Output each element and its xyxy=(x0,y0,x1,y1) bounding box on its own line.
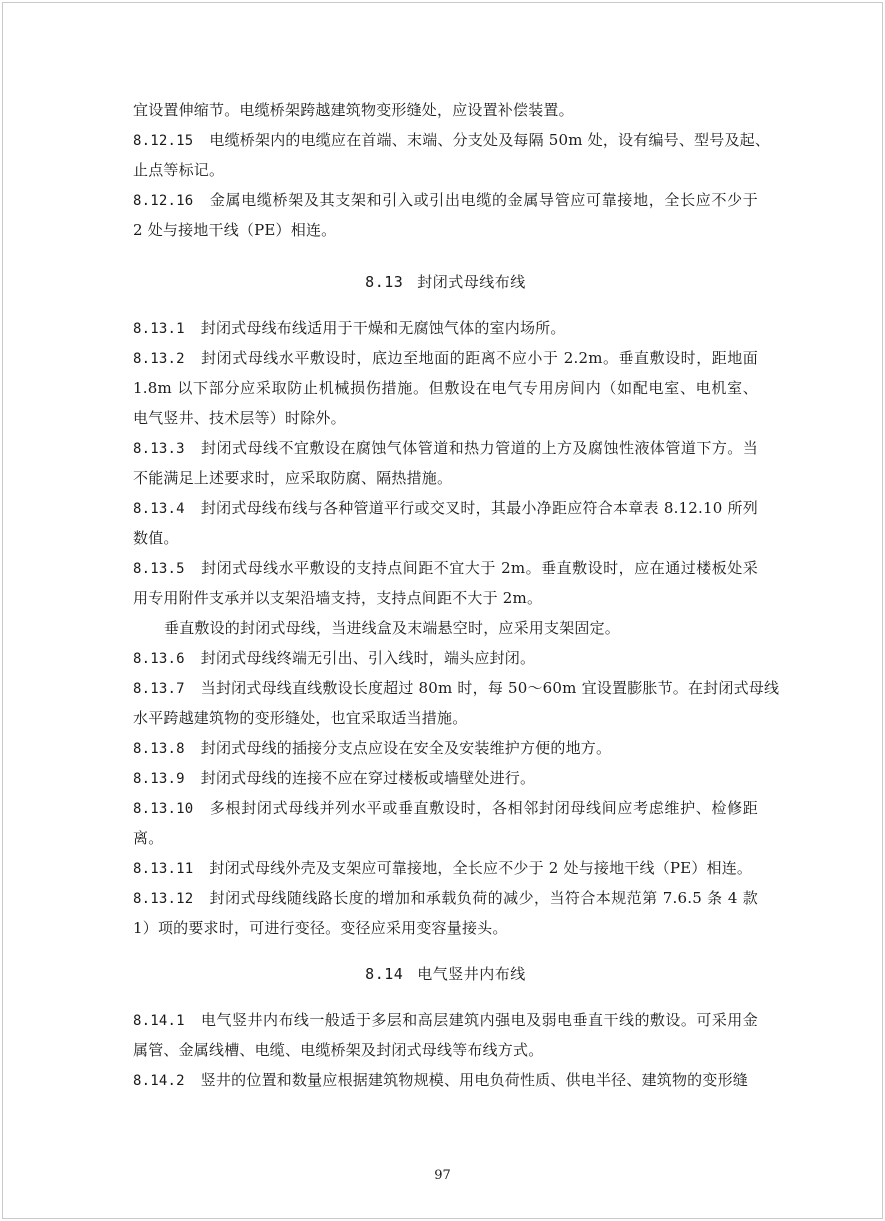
clause-text: 封闭式母线水平敷设的支持点间距不宜大于 2m。垂直敷设时，应在通过楼板处采 xyxy=(200,559,758,577)
clause-text: 封闭式母线布线与各种管道平行或交叉时，其最小净距应符合本章表 8.12.10 所列 xyxy=(200,499,758,517)
clause-text: 封闭式母线的插接分支点应设在安全及安装维护方便的地方。 xyxy=(200,739,612,757)
paragraph-line xyxy=(133,588,758,609)
clause-text: 竖井的位置和数量应根据建筑物规模、用电负荷性质、供电半径、建筑物的变形缝 xyxy=(200,1071,748,1089)
clause-text: 离。 xyxy=(133,829,164,847)
page-content xyxy=(133,100,780,1100)
clause-text: 止点等标记。 xyxy=(133,161,225,179)
heading-number: 8.14 xyxy=(365,965,404,983)
clause-number: 8.13.3 xyxy=(133,441,185,457)
paragraph-line xyxy=(133,858,758,879)
clause-text: 宜设置伸缩节。电缆桥架跨越建筑物变形缝处，应设置补偿装置。 xyxy=(133,101,574,119)
clause-text: 金属电缆桥架及其支架和引入或引出电缆的金属导管应可靠接地，全长应不少于 xyxy=(209,191,758,209)
clause-text: 封闭式母线终端无引出、引入线时，端头应封闭。 xyxy=(200,649,536,667)
paragraph-line xyxy=(133,918,758,939)
clause-text: 封闭式母线不宜敷设在腐蚀气体管道和热力管道的上方及腐蚀性液体管道下方。当 xyxy=(200,439,758,457)
clause-text: 水平跨越建筑物的变形缝处，也宜采取适当措施。 xyxy=(133,709,468,727)
paragraph-line xyxy=(133,378,758,399)
clause-number: 8.13.5 xyxy=(133,561,185,577)
heading-title: 封闭式母线布线 xyxy=(417,273,526,291)
clause-number: 8.13.2 xyxy=(133,351,185,367)
paragraph-line xyxy=(133,768,758,789)
clause-text: 封闭式母线水平敷设时，底边至地面的距离不应小于 2.2m。垂直敷设时，距地面 xyxy=(200,349,758,367)
clause-number: 8.14.1 xyxy=(133,1013,185,1029)
paragraph-line xyxy=(133,438,758,459)
paragraph-line xyxy=(133,100,758,121)
paragraph-line xyxy=(133,828,758,849)
clause-text: 封闭式母线的连接不应在穿过楼板或墙壁处进行。 xyxy=(200,769,536,787)
clause-number: 8.13.10 xyxy=(133,801,194,817)
clause-number: 8.13.8 xyxy=(133,741,185,757)
clause-text: 电气竖井内布线一般适于多层和高层建筑内强电及弱电垂直干线的敷设。可采用金 xyxy=(200,1011,758,1029)
section-heading-8-14 xyxy=(133,964,758,985)
heading-number: 8.13 xyxy=(365,273,404,291)
paragraph-line xyxy=(133,738,758,759)
section-8-14-body xyxy=(133,1010,758,1091)
clause-number: 8.13.7 xyxy=(133,681,185,697)
paragraph-line xyxy=(133,160,758,181)
paragraph-line xyxy=(133,1070,758,1091)
paragraph-line xyxy=(133,130,771,151)
paragraph-line xyxy=(133,618,758,639)
clause-number: 8.13.11 xyxy=(133,861,194,877)
clause-number: 8.13.9 xyxy=(133,771,185,787)
paragraph-line xyxy=(133,798,758,819)
paragraph-line xyxy=(133,888,758,909)
clause-number: 8.12.15 xyxy=(133,133,194,149)
paragraph-line xyxy=(133,708,758,729)
paragraph-line xyxy=(133,498,758,519)
clause-text: 1）项的要求时，可进行变径。变径应采用变容量接头。 xyxy=(133,919,508,937)
clause-number: 8.13.6 xyxy=(133,651,185,667)
clause-text: 多根封闭式母线并列水平或垂直敷设时，各相邻封闭母线间应考虑维护、检修距 xyxy=(209,799,758,817)
clause-text: 电缆桥架内的电缆应在首端、末端、分支处及每隔 50m 处，设有编号、型号及起、 xyxy=(209,131,771,149)
clause-text: 用专用附件支承并以支架沿墙支持，支持点间距不大于 2m。 xyxy=(133,589,543,607)
section-8-13-body xyxy=(133,318,780,939)
clause-text: 1.8m 以下部分应采取防止机械损伤措施。但敷设在电气专用房间内（如配电室、电机室、 xyxy=(133,379,758,397)
paragraph-line xyxy=(133,348,758,369)
clause-number: 8.13.12 xyxy=(133,891,194,907)
clause-text: 封闭式母线外壳及支架应可靠接地，全长应不少于 2 处与接地干线（PE）相连。 xyxy=(209,859,753,877)
clause-text: 数值。 xyxy=(133,529,179,547)
paragraph-line xyxy=(133,648,758,669)
paragraph-line xyxy=(133,1040,758,1061)
paragraph-line xyxy=(133,1010,758,1031)
paragraph-line xyxy=(133,468,758,489)
section-8-12-continuation xyxy=(133,100,771,241)
paragraph-line xyxy=(133,408,758,429)
clause-text: 不能满足上述要求时，应采取防腐、隔热措施。 xyxy=(133,469,453,487)
clause-number: 8.12.16 xyxy=(133,193,194,209)
clause-text: 属管、金属线槽、电缆、电缆桥架及封闭式母线等布线方式。 xyxy=(133,1041,544,1059)
paragraph-line xyxy=(133,558,758,579)
clause-text: 当封闭式母线直线敷设长度超过 80m 时，每 50～60m 宜设置膨胀节。在封闭式母线 xyxy=(200,679,780,697)
paragraph-line xyxy=(133,678,780,699)
paragraph-line xyxy=(133,528,758,549)
clause-number: 8.13.4 xyxy=(133,501,185,517)
page-number: 97 xyxy=(434,1168,451,1183)
clause-number: 8.14.2 xyxy=(133,1073,185,1089)
clause-text: 封闭式母线随线路长度的增加和承载负荷的减少，当符合本规范第 7.6.5 条 4 款 xyxy=(209,889,758,907)
paragraph-line xyxy=(133,220,758,241)
heading-title: 电气竖井内布线 xyxy=(417,965,526,983)
clause-text: 垂直敷设的封闭式母线，当进线盒及末端悬空时，应采用支架固定。 xyxy=(164,619,621,637)
section-heading-8-13 xyxy=(133,272,758,293)
clause-text: 封闭式母线布线适用于干燥和无腐蚀气体的室内场所。 xyxy=(200,319,566,337)
paragraph-line xyxy=(133,190,758,211)
clause-text: 电气竖井、技术层等）时除外。 xyxy=(133,409,346,427)
clause-number: 8.13.1 xyxy=(133,321,185,337)
clause-text: 2 处与接地干线（PE）相连。 xyxy=(133,221,337,239)
paragraph-line xyxy=(133,318,758,339)
